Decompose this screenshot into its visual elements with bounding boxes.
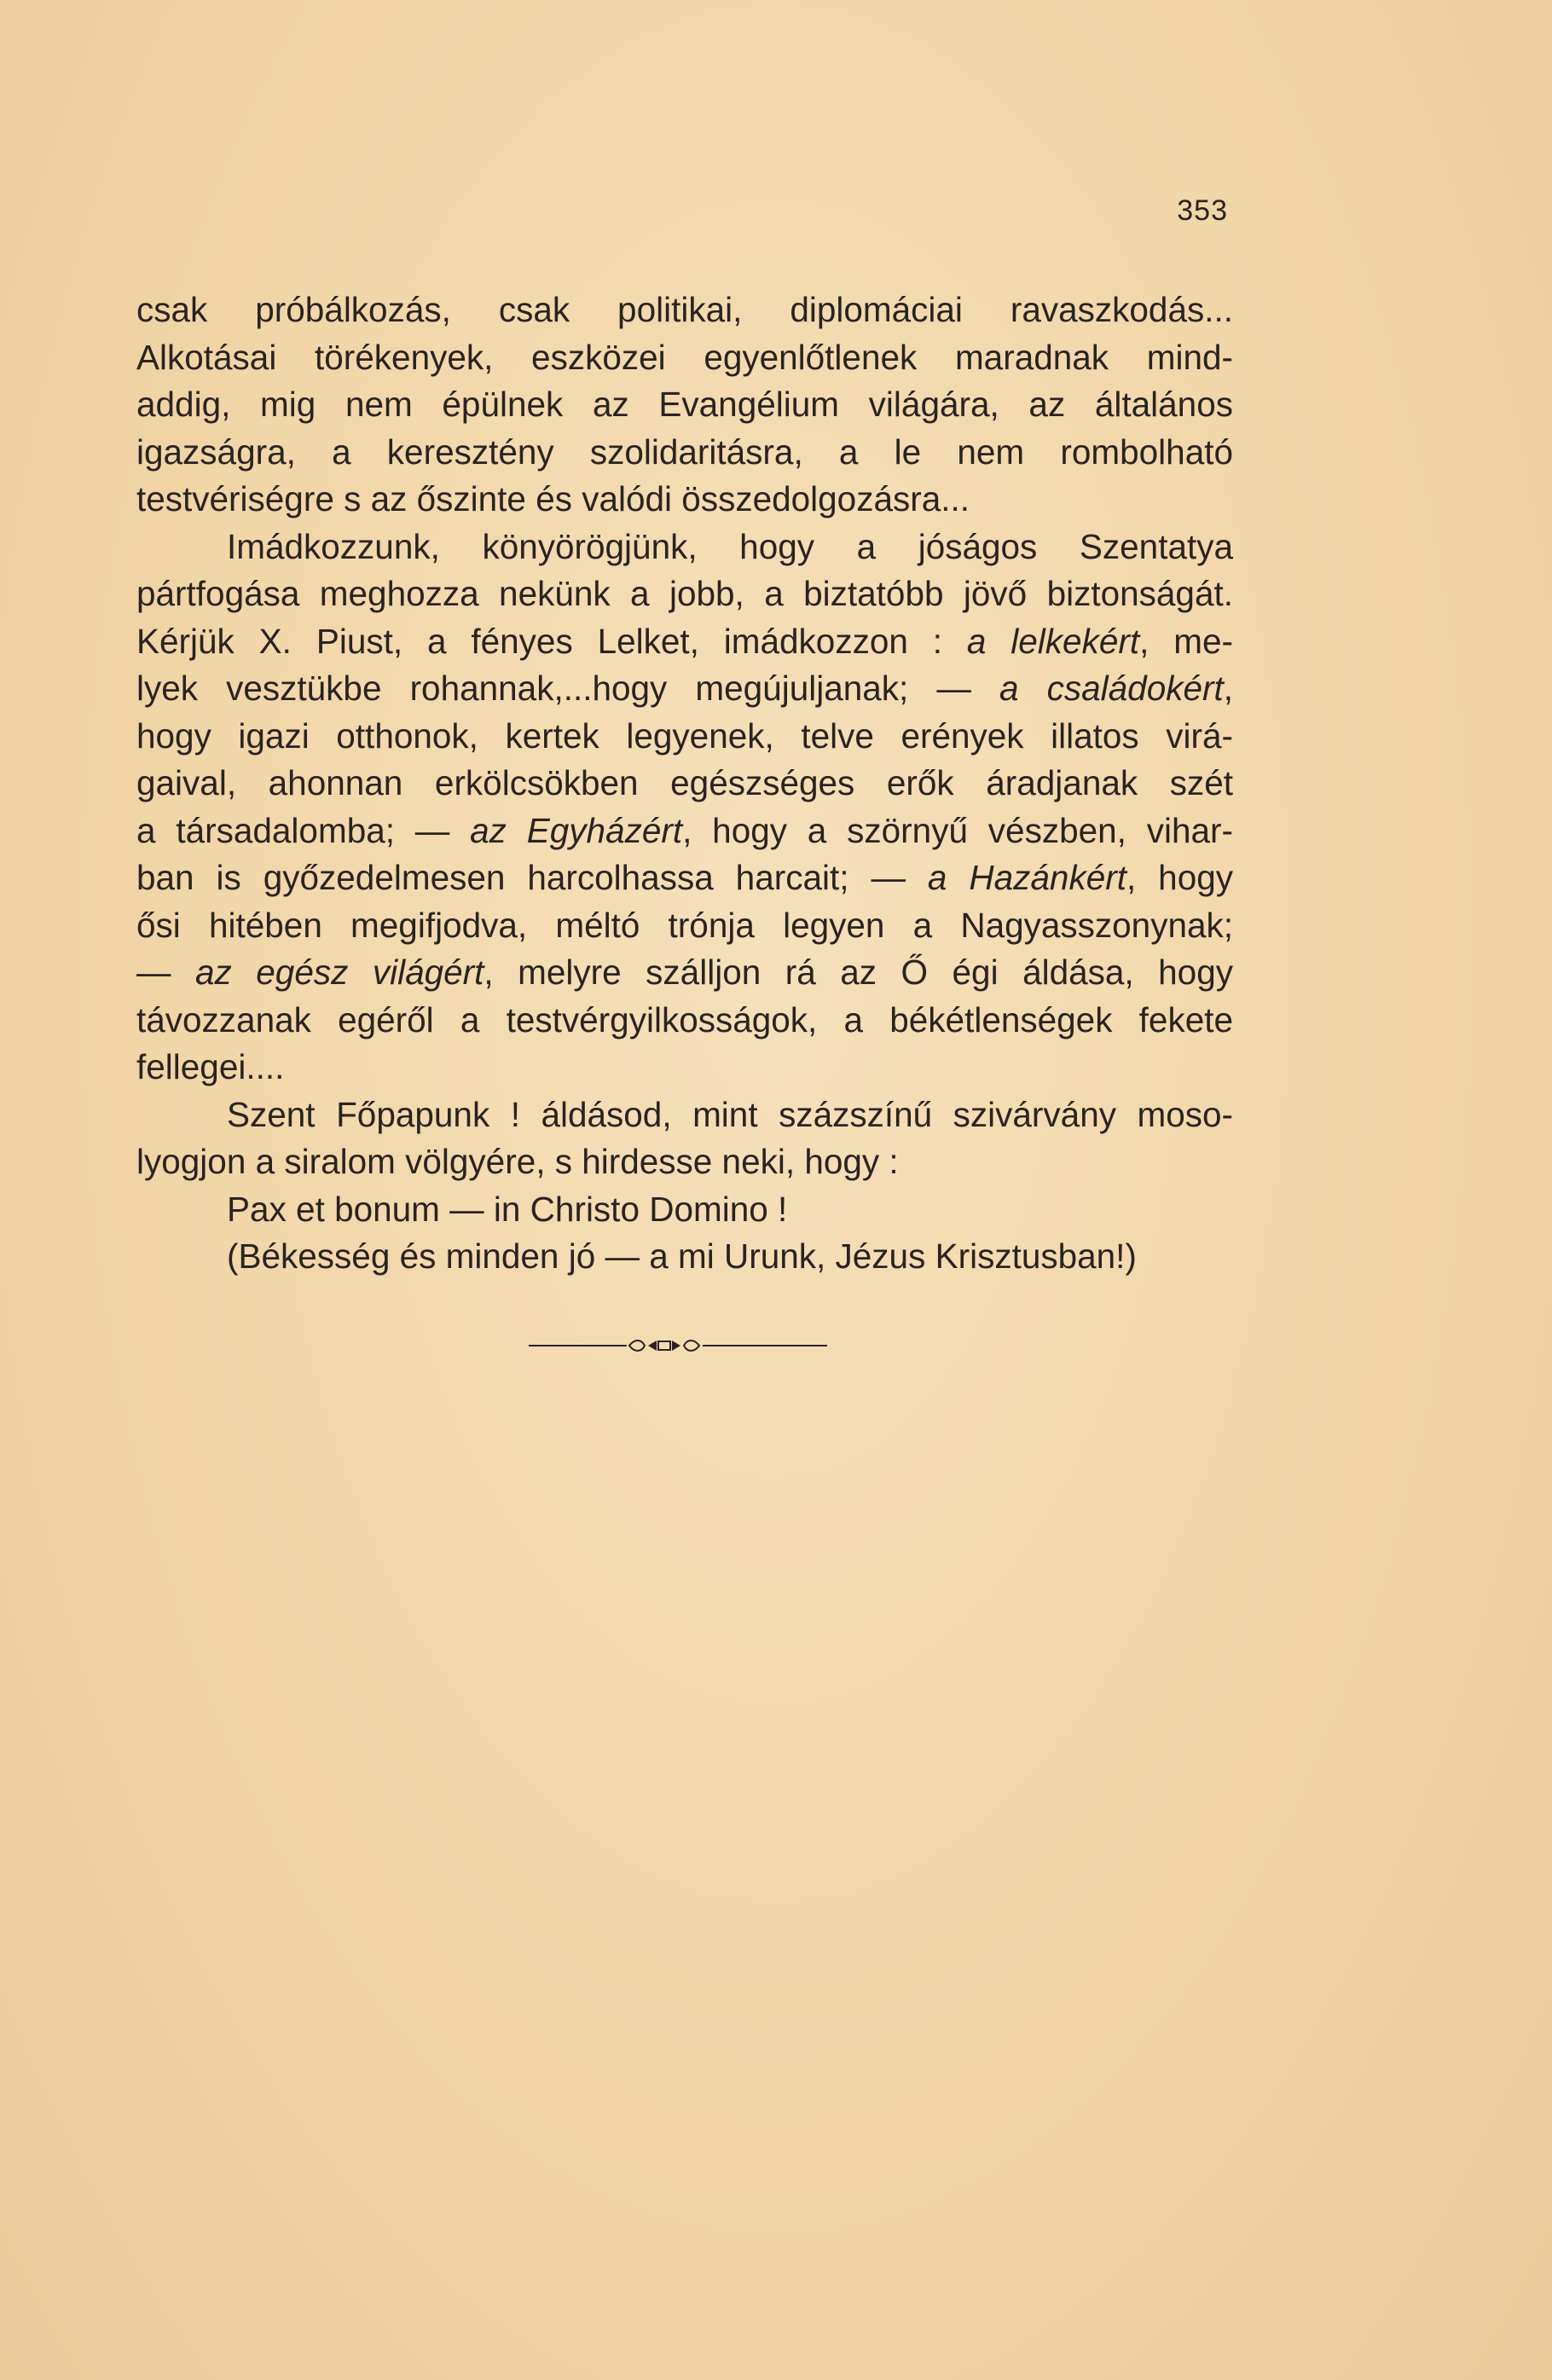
text-segment: Szent Főpapunk ! áldásod, mint százszínű szivárvány moso- <box>227 1094 1233 1134</box>
text-segment: Kérjük X. Piust, a fényes Lelket, imádkozzon : <box>136 621 967 661</box>
text-line <box>136 1233 1233 1281</box>
text-segment: távozzanak egéről a testvérgyilkosságok, a békétlenségek fekete <box>136 999 1233 1039</box>
text-line <box>136 949 1233 997</box>
body-text <box>136 287 1233 1281</box>
text-segment: , hogy <box>1126 858 1233 897</box>
text-segment: , melyre szálljon rá az Ő égi áldása, hogy <box>484 953 1233 992</box>
text-segment: a társadalomba; — <box>136 810 471 850</box>
text-line <box>136 334 1233 382</box>
text-segment: (Békesség és minden jó — a mi Urunk, Jézus Krisztusban!) <box>227 1236 1137 1276</box>
text-segment: lyek vesztükbe rohannak,...hogy megújuljanak; — <box>136 669 999 708</box>
page-number: 353 <box>1177 194 1228 227</box>
closing-ornament <box>529 1335 827 1356</box>
text-line <box>136 1138 1233 1186</box>
italic-phrase: a családokért <box>999 669 1224 708</box>
italic-phrase: az Egyházért <box>470 810 683 850</box>
text-line <box>136 618 1233 666</box>
text-line <box>136 854 1233 902</box>
text-segment: Alkotásai törékenyek, eszközei egyenlőtlenek maradnak mind- <box>136 337 1233 377</box>
text-segment: lyogjon a siralom völgyére, s hirdesse neki, hogy : <box>136 1142 899 1181</box>
text-segment: Pax et bonum — in Christo Domino ! <box>227 1189 788 1229</box>
text-segment: igazságra, a keresztény szolidaritásra, a le nem rombolható <box>136 431 1233 472</box>
text-segment: pártfogása meghozza nekünk a jobb, a biztatóbb jövő biztonságát. <box>136 574 1233 613</box>
text-line <box>136 713 1233 761</box>
text-segment: ősi hitében megifjodva, méltó trónja legyen a Nagyasszonynak; <box>136 905 1233 945</box>
text-segment: , me- <box>1139 621 1233 661</box>
text-segment: gaival, ahonnan erkölcsökben egészséges erők áradjanak szét <box>136 763 1233 802</box>
text-segment: csak próbálkozás, csak politikai, diplomáciai ravaszkodás... <box>136 290 1233 329</box>
text-line <box>136 902 1233 950</box>
italic-phrase: a Hazánkért <box>927 858 1126 897</box>
text-segment: addig, mig nem épülnek az Evangélium világára, az általános <box>136 385 1233 424</box>
text-segment: Imádkozzunk, könyörögjünk, hogy a jóságos Szentatya <box>227 526 1233 566</box>
text-line <box>136 808 1233 855</box>
italic-phrase: az egész világért <box>195 953 484 992</box>
text-segment: , <box>1223 669 1233 708</box>
text-segment: — <box>136 953 195 992</box>
text-segment: ban is győzedelmesen harcolhassa harcait; — <box>136 858 928 897</box>
text-line <box>136 665 1233 713</box>
text-line <box>136 1092 1233 1139</box>
text-line <box>136 381 1233 429</box>
text-segment: hogy igazi otthonok, kertek legyenek, telve erények illatos virá- <box>136 715 1233 756</box>
text-line <box>136 524 1233 571</box>
text-line <box>136 287 1233 334</box>
text-line <box>136 997 1233 1045</box>
text-line <box>136 570 1233 618</box>
text-line <box>136 760 1233 808</box>
text-segment: fellegei.... <box>136 1047 285 1086</box>
text-segment: , hogy a szörnyű vészben, vihar- <box>682 810 1233 850</box>
text-line <box>136 1186 1233 1234</box>
text-segment: testvériségre s az őszinte és valódi összedolgozásra... <box>136 479 970 518</box>
italic-phrase: a lelkekért <box>966 621 1140 661</box>
text-line <box>136 476 1233 524</box>
text-line <box>136 429 1233 477</box>
text-line <box>136 1044 1233 1092</box>
